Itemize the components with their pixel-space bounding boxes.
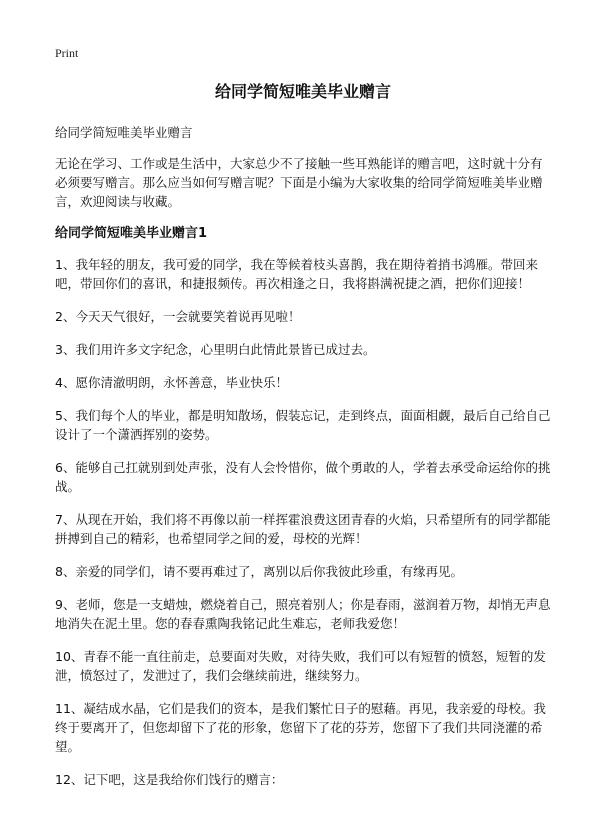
list-item: 4、愿你清澈明朗，永怀善意，毕业快乐！ [55, 375, 288, 390]
list-item: 5、我们每个人的毕业，都是明知散场，假装忘记，走到终点，面面相觑，最后自己给自己设计了一个潇洒挥别的姿势。 [55, 408, 551, 442]
list-item: 1、我年轻的朋友，我可爱的同学，我在等候着枝头喜鹊，我在期待着捎书鸿雁。带回来吧，带回你们的喜讯，和捷报频传。再次相逢之日，我将斟满祝捷之酒，把你们迎接！ [55, 257, 538, 291]
intro-paragraph: 无论在学习、工作或是生活中，大家总少不了接触一些耳熟能详的赠言吧，这时就十分有必须要写赠言。那么应当如何写赠言呢？下面是小编为大家收集的给同学简短唯美毕业赠言，欢迎阅读与收藏。 [55, 156, 543, 209]
section-heading: 给同学简短唯美毕业赠言1 [55, 226, 208, 241]
list-item: 11、凝结成水晶，它们是我们的资本，是我们繁忙日子的慰藉。再见，我亲爱的母校。我终于要离开了，但您却留下了花的形象，您留下了花的芬芳，您留下了我们共同浇灌的希望。 [55, 701, 546, 754]
page-title: 给同学简短唯美毕业赠言 [214, 82, 391, 101]
list-item: 6、能够自己扛就别到处声张，没有人会怜惜你，做个勇敢的人，学着去承受命运给你的挑战。 [55, 460, 551, 494]
list-item: 10、青春不能一直往前走，总要面对失败，对待失败，我们可以有短暂的愤怒，短暂的发泄，愤怒过了，发泄过了，我们会继续前进，继续努力。 [55, 649, 546, 683]
document-body [55, 80, 551, 803]
list-item: 12、记下吧，这是我给你们饯行的赠言： [55, 772, 284, 787]
list-item: 3、我们用许多文字纪念，心里明白此情此景皆已成过去。 [55, 342, 376, 357]
list-item: 7、从现在开始，我们将不再像以前一样挥霍浪费这团青春的火焰，只希望所有的同学都能拼搏到自己的精彩，也希望同学之间的爱，母校的光辉！ [55, 512, 551, 546]
list-item: 2、今天天气很好，一会就要笑着说再见啦！ [55, 309, 301, 324]
document-subtitle: 给同学简短唯美毕业赠言 [55, 125, 193, 140]
list-item: 8、亲爱的同学们，请不要再难过了，离别以后你我彼此珍重，有缘再见。 [55, 564, 463, 579]
print-link[interactable]: Print [55, 46, 79, 60]
list-item: 9、老师，您是一支蜡烛，燃烧着自己，照亮着别人；你是春雨，滋润着万物，却悄无声息地消失在泥土里。您的春春熏陶我铭记此生难忘，老师我爱您！ [55, 597, 551, 631]
